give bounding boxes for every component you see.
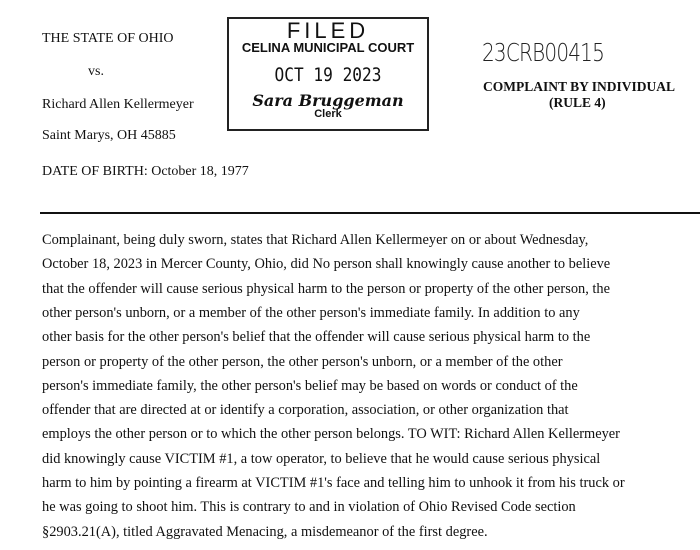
complaint-line: did knowingly cause VICTIM #1, a tow operator, to believe that he would cause serious physical [42, 450, 601, 467]
complaint-line: other person's unborn, or a member of the other person's immediate family. In addition to any [42, 304, 580, 321]
complaint-line: Complainant, being duly sworn, states that Richard Allen Kellermeyer on or about Wednesday, [42, 232, 589, 248]
complaint-line: offender that are directed at or identify a corporation, association, or other organization that [42, 402, 569, 419]
complaint-line: October 18, 2023 in Mercer County, Ohio, did No person shall knowingly cause another to believe [42, 256, 611, 273]
defendant-address: Saint Marys, OH 45885 [42, 128, 176, 143]
complaint-line: employs the other person or to which the other person belongs. TO WIT: Richard Allen Kellermeyer [42, 426, 620, 443]
complaint-line: person's immediate family, the other person's belief may be based on words or conduct of the [42, 377, 578, 394]
case-number: 23CRB00415 [482, 38, 605, 67]
plaintiff: THE STATE OF OHIO [42, 31, 174, 46]
versus: vs. [88, 64, 104, 79]
complaint-line: harm to him by pointing a firearm at VICTIM #1's face and telling him to unhook it from his truck or [42, 475, 625, 491]
complaint-line: that the offender will cause serious physical harm to the person or property of the other person, the [42, 280, 610, 297]
date-of-birth: DATE OF BIRTH: October 18, 1977 [42, 164, 249, 179]
complaint-line: other basis for the other person's belief that the offender will cause serious physical harm to the [42, 329, 591, 346]
complaint-line: §2903.21(A), titled Aggravated Menacing, a misdemeanor of the first degree. [42, 523, 488, 540]
document-rule: (RULE 4) [549, 95, 606, 110]
defendant-name: Richard Allen Kellermeyer [42, 97, 194, 112]
stamp-filed: FILED [286, 18, 370, 43]
complaint-line: person or property of the other person, the other person's unborn, or a member of the other [42, 353, 563, 370]
filed-stamp [227, 17, 429, 131]
stamp-signature: Sara Bruggeman [252, 91, 404, 110]
divider [40, 212, 700, 214]
complaint-line: he was going to shoot him. This is contrary to and in violation of Ohio Revised Code section [42, 499, 576, 516]
stamp-clerk: Clerk [314, 108, 342, 120]
stamp-court: CELINA MUNICIPAL COURT [241, 40, 415, 55]
document-title: COMPLAINT BY INDIVIDUAL [483, 79, 676, 94]
stamp-date: OCT 19 2023 [274, 64, 382, 86]
